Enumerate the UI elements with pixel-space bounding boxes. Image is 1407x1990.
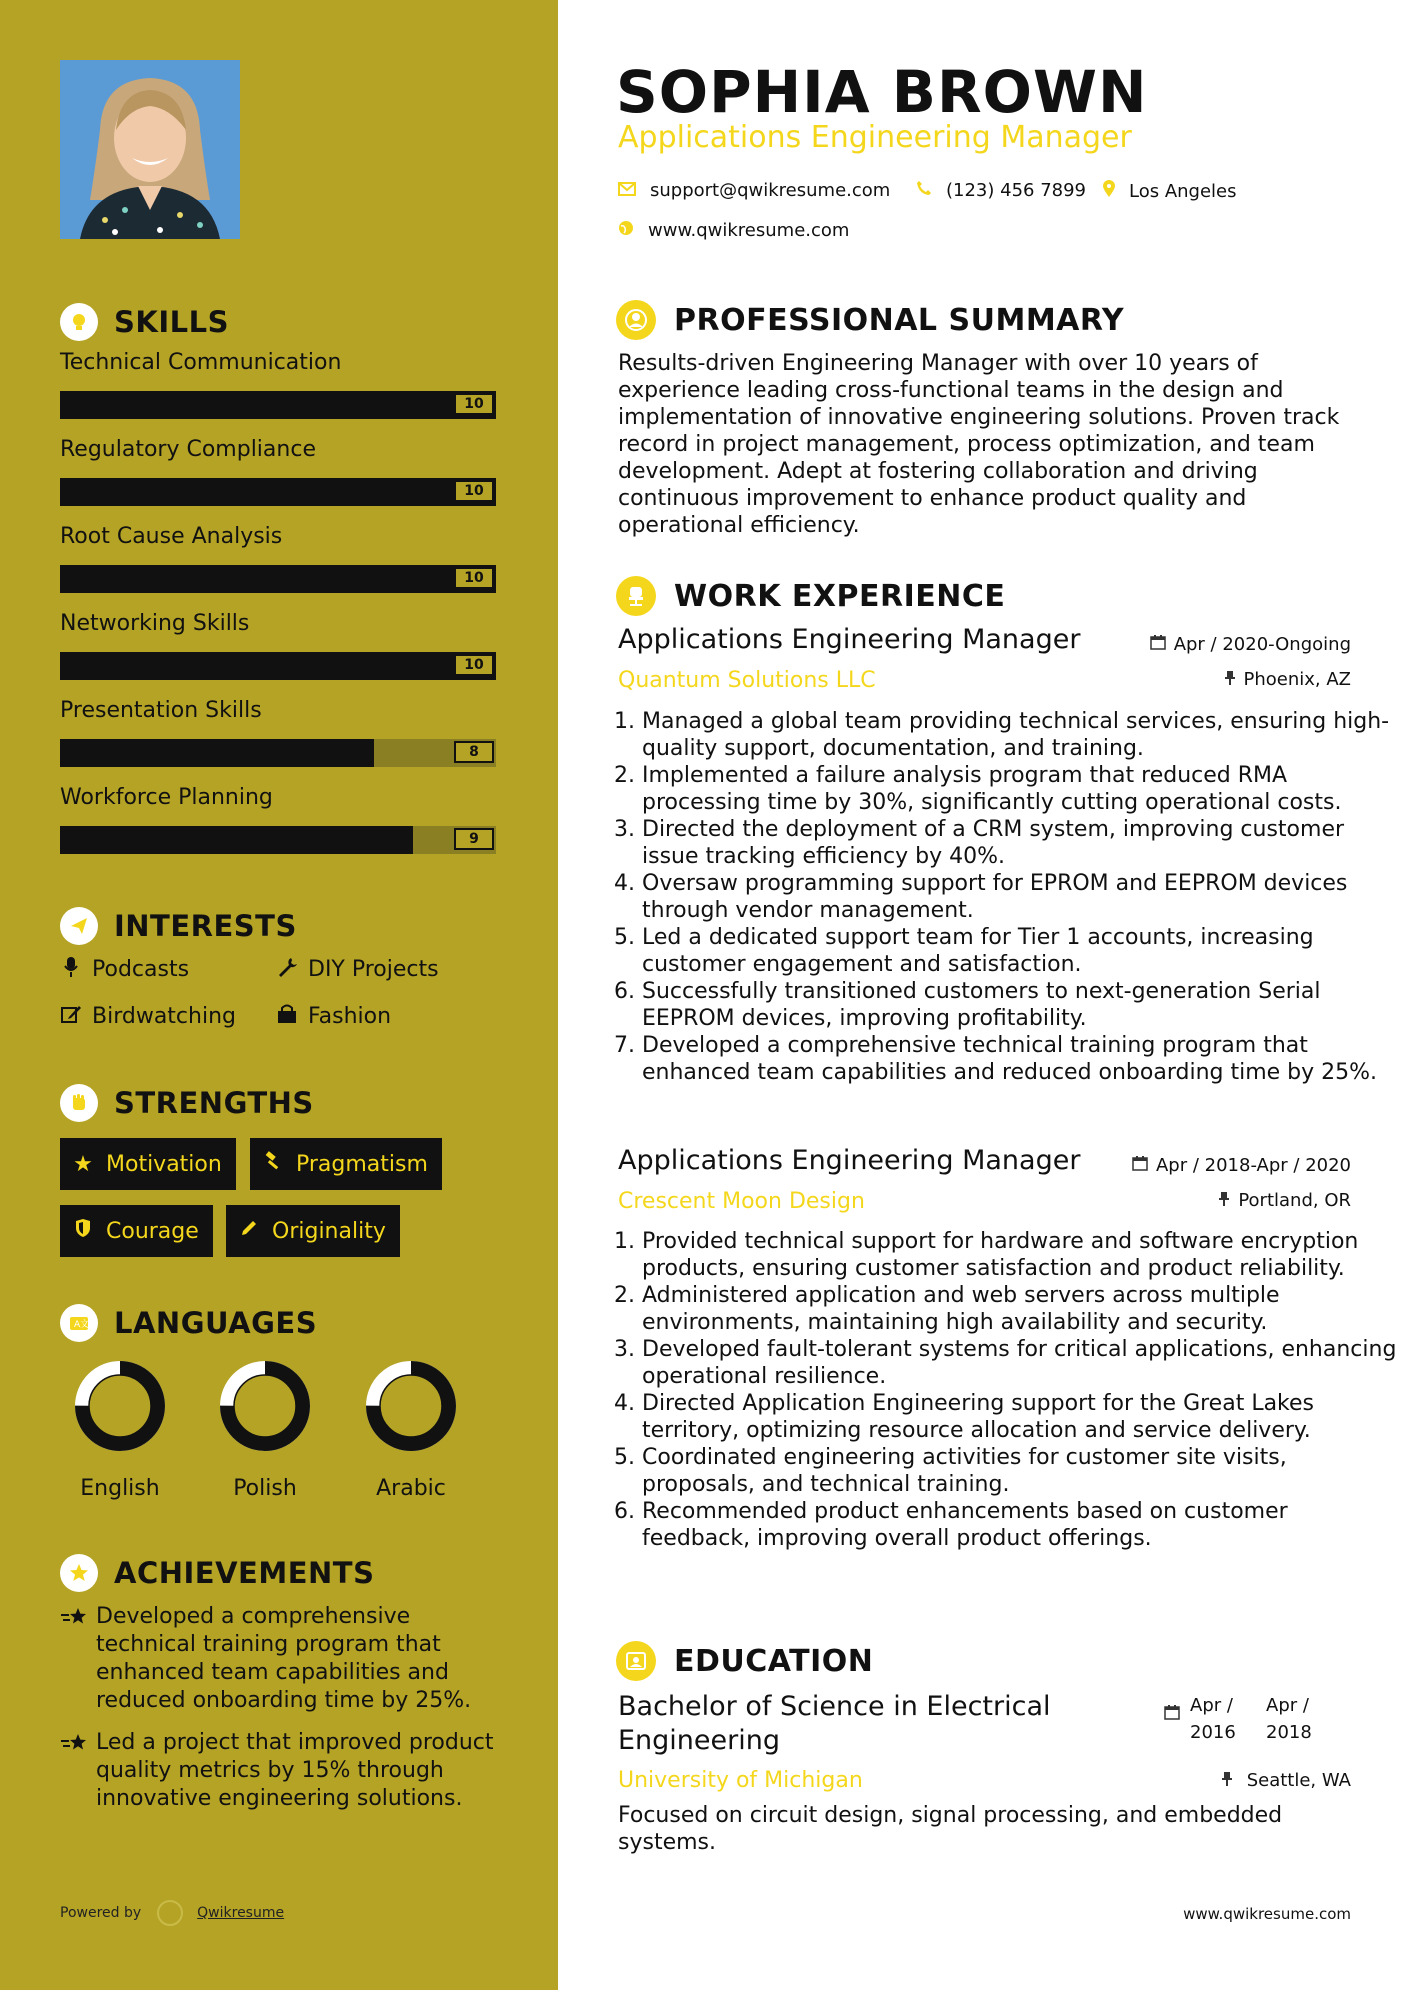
language-proficiency-ring [217,1358,313,1454]
contact-email[interactable]: support@qwikresume.com [618,180,890,201]
education-description: Focused on circuit design, signal processing, and embedded systems. [618,1803,1283,1855]
duty-item: 6. Successfully transitioned customers to next-generation Serial EEPROM devices, improving profitability. [642,978,1402,1032]
language-item [60,1358,180,1501]
skill-level: 10 [454,654,494,676]
job-dates: Apr / 2018-Apr / 2020 [1132,1155,1351,1176]
main-content [558,0,1407,1990]
wrench-icon [276,956,298,983]
language-item [205,1358,325,1501]
skill-bar [60,826,496,854]
job-dates: Apr / 2020-Ongoing [1150,634,1351,655]
interest-podcasts: Podcasts [60,956,189,983]
calendar-icon [1150,634,1166,655]
ring-inner-edge [89,1375,151,1437]
duty-item: 6. Recommended product enhancements based on customer feedback, improving overall product offerings. [642,1498,1402,1552]
language-proficiency-ring [72,1358,168,1454]
skill-level: 9 [454,828,494,850]
user-icon [616,300,656,340]
shooting-star-icon [60,1603,96,1715]
qwikresume-logo [157,1900,183,1926]
duty-item: 4. Oversaw programming support for EPROM and EEPROM devices through vendor management. [642,870,1402,924]
ring-inner-edge [234,1375,296,1437]
language-name: English [80,1476,160,1501]
summary-text: Results-driven Engineering Manager with over 10 years of experience leading cross-functional teams in the design and implementation of innovative engineering solutions. Proven track record in project management, process optimization, and team development. Adept at fostering collaboration and driving continuous improvement to enhance product quality and operational efficiency. [618,351,1340,538]
edit-icon [60,1003,82,1030]
achievement-item: Developed a comprehensive technical training program that enhanced team capabilities and reduced onboarding time by 25%. [60,1603,500,1715]
duty-item: 3. Developed fault-tolerant systems for critical applications, enhancing operational resilience. [642,1336,1402,1390]
svg-text:A: A [74,1320,81,1330]
pin-icon [1224,669,1236,690]
education-school: University of Michigan [618,1768,863,1793]
duty-item: 5. Led a dedicated support team for Tier 1 accounts, increasing customer engagement and satisfaction. [642,924,1402,978]
job-location: Phoenix, AZ [1224,669,1352,690]
skill-level: 10 [454,567,494,589]
skill-label: Networking Skills [60,611,250,636]
strength-tag-pragmatism: Pragmatism [250,1138,442,1190]
skill-label: Workforce Planning [60,785,273,810]
skill-level: 8 [454,741,494,763]
shooting-star-icon [60,1729,96,1813]
skill-bar [60,391,496,419]
language-name: Polish [233,1476,297,1501]
skill-label: Technical Communication [60,350,342,375]
shopping-bag-icon [276,1003,298,1030]
microphone-icon [60,956,82,983]
duty-item: 3. Directed the deployment of a CRM system, improving customer issue tracking efficiency by 40%. [642,816,1402,870]
candidate-name: SOPHIA BROWN [616,58,1148,126]
skills-heading: SKILLS [60,302,229,342]
contact-location: Los Angeles [1103,180,1237,203]
job-duties [614,1228,1402,1552]
experience-heading: WORK EXPERIENCE [616,576,1005,616]
strength-tag-motivation: ★ Motivation [60,1138,236,1190]
duty-item: 1. Provided technical support for hardware and software encryption products, ensuring customer satisfaction and product reliability. [642,1228,1402,1282]
skill-bar [60,478,496,506]
education-end-date: Apr / 2018 [1266,1695,1312,1743]
pin-icon [1221,1770,1239,1791]
duty-item: 5. Coordinated engineering activities for customer site visits, proposals, and technical training. [642,1444,1402,1498]
strength-tag-originality: Originality [226,1205,400,1257]
pencil-icon [238,1218,260,1244]
skill-label: Root Cause Analysis [60,524,283,549]
education-degree: Bachelor of Science in Electrical Engineering [618,1691,1051,1756]
candidate-role: Applications Engineering Manager [618,120,1132,155]
language-name: Arabic [376,1476,446,1501]
fist-icon [60,1084,98,1122]
skill-bar [60,739,496,767]
skill-label: Presentation Skills [60,698,262,723]
skill-bar [60,652,496,680]
interest-fashion: Fashion [276,1003,391,1030]
sidebar [0,0,558,1990]
interest-birdwatching: Birdwatching [60,1003,236,1030]
duty-item: 2. Implemented a failure analysis program that reduced RMA processing time by 30%, significantly cutting operational costs. [642,762,1402,816]
education-location: Seattle, WA [1221,1770,1351,1791]
svg-text:文: 文 [80,1320,90,1330]
company-name: Crescent Moon Design [618,1189,865,1214]
phone-icon [916,180,932,201]
calendar-icon [1164,1704,1180,1724]
pin-icon [1218,1190,1230,1211]
office-chair-icon [616,576,656,616]
languages-heading: A 文 LANGUAGES [60,1303,317,1343]
job-duties [614,708,1402,1086]
job-title: Applications Engineering Manager [618,624,1081,655]
duty-item: 4. Directed Application Engineering support for the Great Lakes territory, optimizing resource allocation and service delivery. [642,1390,1402,1444]
interests-heading: INTERESTS [60,906,297,946]
achievements-heading: ACHIEVEMENTS [60,1553,374,1593]
skill-bar [60,565,496,593]
duty-item: 1. Managed a global team providing technical services, ensuring high-quality support, documentation, and training. [642,708,1402,762]
skill-level: 10 [454,480,494,502]
contact-phone[interactable]: (123) 456 7899 [916,180,1086,201]
duty-item: 2. Administered application and web servers across multiple environments, maintaining high availability and security. [642,1282,1402,1336]
strength-tag-courage: Courage [60,1205,213,1257]
job-title: Applications Engineering Manager [618,1145,1081,1176]
profile-photo [60,60,240,239]
powered-by: Powered by Qwikresume [60,1900,284,1926]
strengths-heading: STRENGTHS [60,1083,314,1123]
contact-website[interactable]: www.qwikresume.com [618,220,849,241]
job-location: Portland, OR [1218,1190,1351,1211]
achievement-star-icon [60,1554,98,1592]
language-icon [60,1304,98,1342]
summary-heading: PROFESSIONAL SUMMARY [616,300,1124,340]
skill-label: Regulatory Compliance [60,437,316,462]
calendar-icon [1132,1155,1148,1176]
duty-item: 7. Developed a comprehensive technical training program that enhanced team capabilities and reduced onboarding time by 25%. [642,1032,1402,1086]
interest-diy-projects: DIY Projects [276,956,439,983]
ring-inner-edge [380,1375,442,1437]
education-heading: EDUCATION [616,1641,873,1681]
education-start-date: Apr / 2016 [1190,1695,1236,1743]
gavel-icon [262,1151,284,1177]
star-icon: ★ [73,1151,93,1177]
globe-icon [618,220,634,241]
language-item [351,1358,471,1501]
envelope-icon [618,180,636,201]
skill-level: 10 [454,393,494,415]
company-name: Quantum Solutions LLC [618,668,876,693]
graduation-icon [616,1641,656,1681]
qwikresume-link[interactable]: Qwikresume [197,1905,285,1921]
lightbulb-icon [60,303,98,341]
paper-plane-icon [60,907,98,945]
footer-url[interactable]: www.qwikresume.com [1183,1905,1351,1923]
achievement-item: Led a project that improved product quality metrics by 15% through innovative engineering solutions. [60,1729,500,1813]
shield-icon [72,1218,94,1244]
language-proficiency-ring [363,1358,459,1454]
map-pin-icon [1103,180,1115,203]
